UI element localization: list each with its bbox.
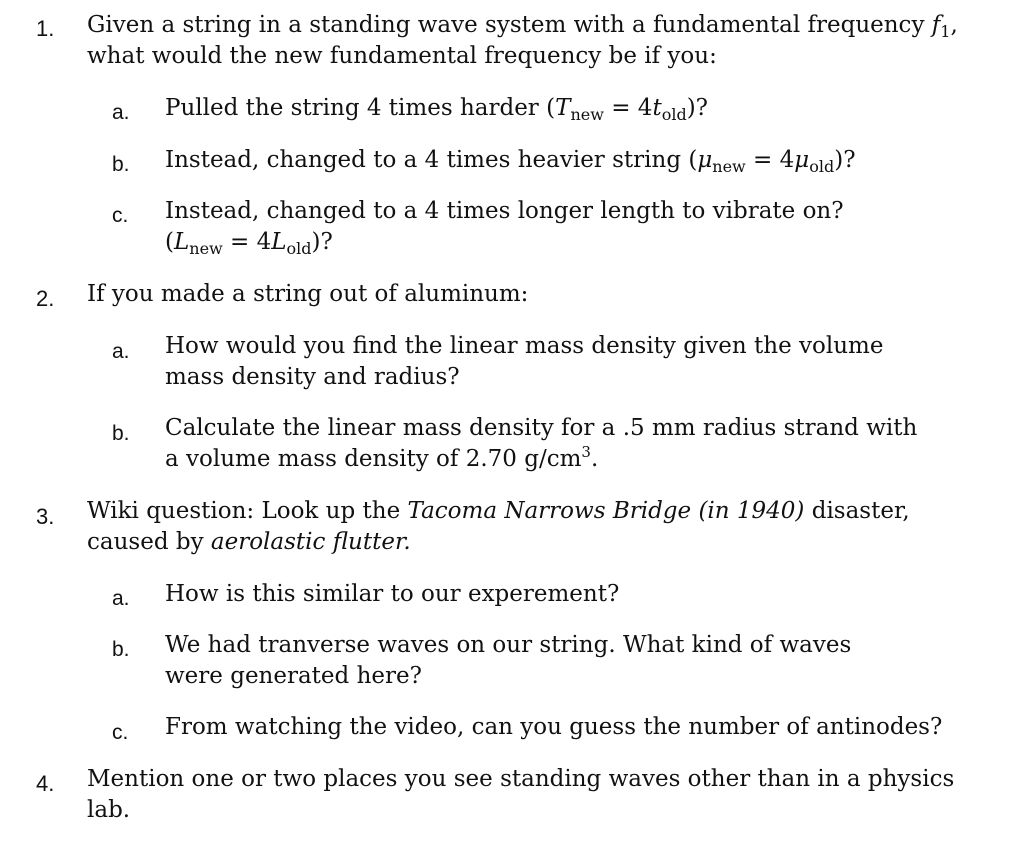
question-3c-label: c. (112, 721, 129, 744)
question-3-number: 3. (36, 504, 55, 529)
question-1c-text: Instead, changed to a 4 times longer length to vibrate on? $(L_{new} = 4L_{old})$? (165, 198, 844, 258)
question-3c-text: From watching the video, can you guess the number of antinodes? (165, 714, 943, 740)
question-1a-label: a. (112, 101, 130, 124)
question-3-text: Wiki question: Look up the Tacoma Narrows Bridge (in 1940) disaster, caused by aerolastic flutter. (87, 498, 910, 555)
question-1b-text: Instead, changed to a 4 times heavier string $(\mu_{new} = 4\mu_{old})$? (165, 147, 856, 176)
question-3a-label: a. (112, 587, 130, 610)
question-1a-text: Pulled the string 4 times harder $(T_{new} = 4t_{old})$? (165, 95, 708, 124)
question-2b-text: Calculate the linear mass density for a .5 mm radius strand with a volume mass density of 2.70 $g/cm^3$. (165, 415, 918, 472)
question-2b-label: b. (112, 422, 130, 445)
question-4-number: 4. (36, 771, 55, 796)
question-3a-text: How is this similar to our experement? (165, 581, 620, 607)
question-3b-text: We had tranverse waves on our string. What kind of waves were generated here? (165, 632, 852, 689)
question-2a-label: a. (112, 340, 130, 363)
question-2a-text: How would you find the linear mass density given the volume mass density and radius? (165, 333, 884, 390)
question-2-text: If you made a string out of aluminum: (87, 281, 529, 307)
question-1c-label: c. (112, 204, 129, 227)
question-2-number: 2. (36, 286, 55, 311)
question-1-number: 1. (36, 16, 55, 41)
question-3b-label: b. (112, 638, 130, 661)
question-1-text: Given a string in a standing wave system with a fundamental frequency $f_1$, what would the new fundamental frequency be if you: (87, 12, 958, 69)
question-4-text: Mention one or two places you see standing waves other than in a physics lab. (87, 766, 955, 823)
question-1b-label: b. (112, 153, 130, 176)
